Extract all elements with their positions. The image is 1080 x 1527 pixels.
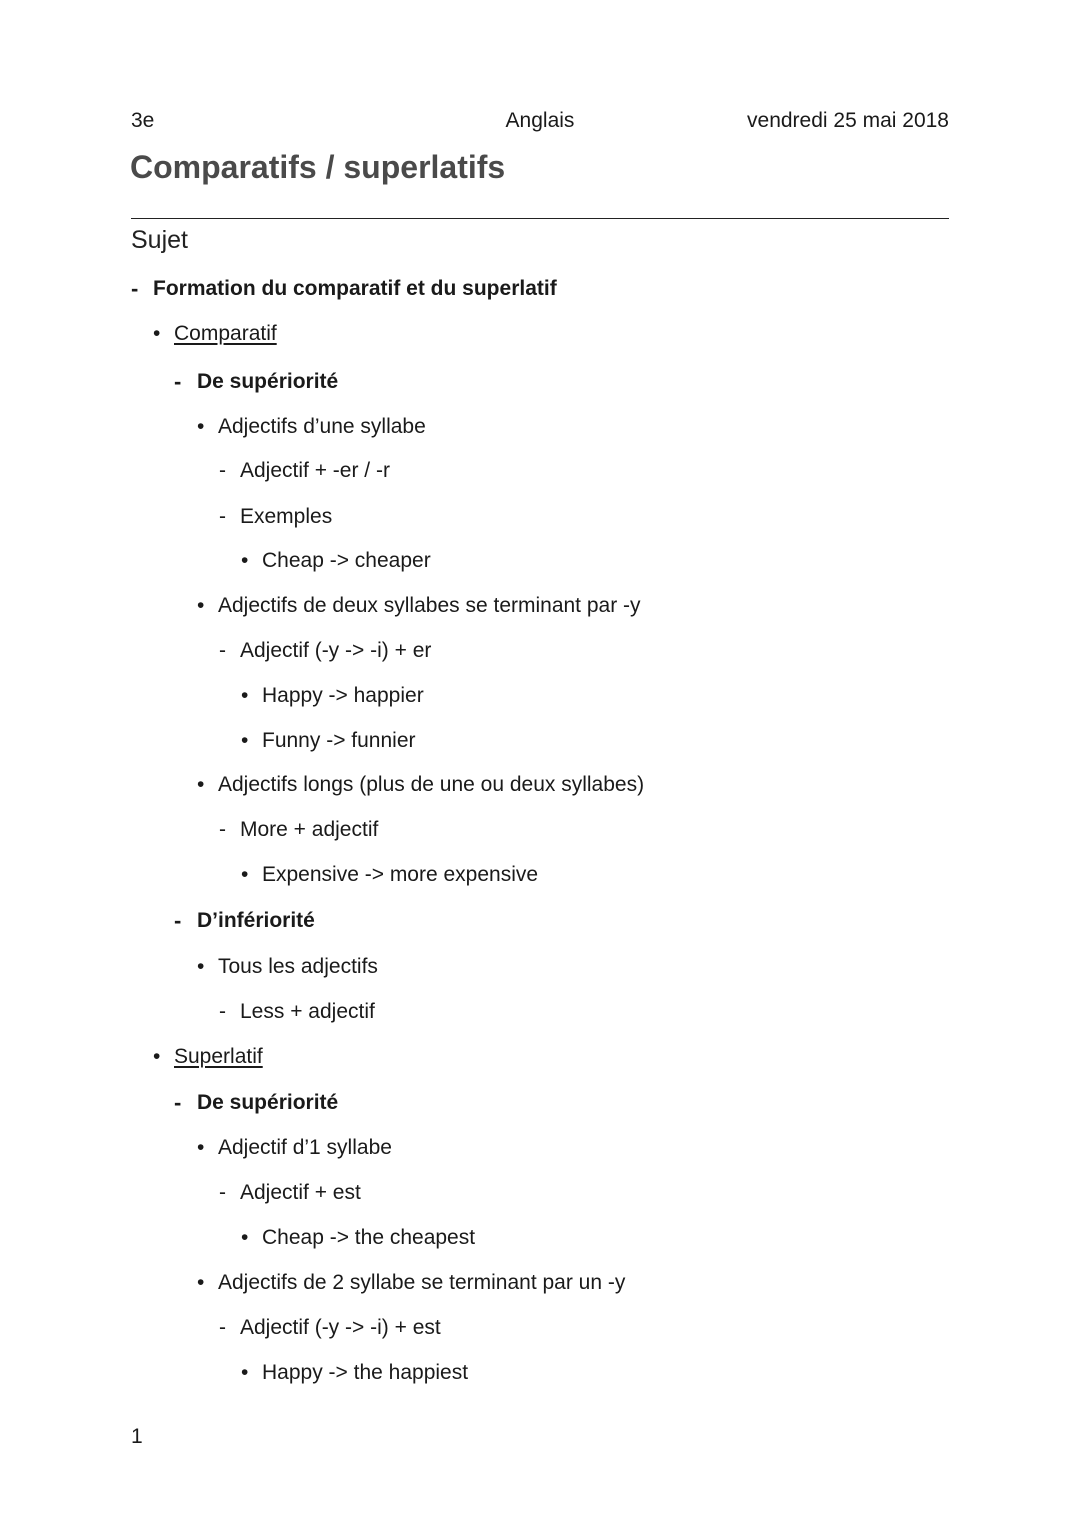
bullet-icon: • <box>241 1226 249 1249</box>
outline-item-text: Adjectif d’1 syllabe <box>218 1136 392 1159</box>
dash-icon: - <box>219 1316 226 1339</box>
outline-item-text: Adjectifs de deux syllabes se terminant par -y <box>218 594 641 617</box>
bullet-icon: • <box>241 863 249 886</box>
header-date: vendredi 25 mai 2018 <box>747 109 949 132</box>
outline-item-text: D’infériorité <box>197 909 315 932</box>
page-number: 1 <box>131 1425 143 1448</box>
dash-icon: - <box>219 639 226 662</box>
outline-item-text: Adjectifs longs (plus de une ou deux syllabes) <box>218 773 645 796</box>
dash-icon: - <box>219 459 226 482</box>
outline-item-text: Exemples <box>240 505 333 528</box>
section-heading: Sujet <box>131 226 188 254</box>
bullet-icon: • <box>197 773 205 796</box>
dash-icon: - <box>174 369 182 394</box>
bullet-icon: • <box>153 322 161 345</box>
outline-item-text: More + adjectif <box>240 818 379 841</box>
bullet-icon: • <box>241 1361 249 1384</box>
bullet-icon: • <box>241 549 249 572</box>
bullet-icon: • <box>197 415 205 438</box>
dash-icon: - <box>174 908 182 933</box>
outline-item-text: Happy -> the happiest <box>262 1361 469 1384</box>
bullet-icon: • <box>197 594 205 617</box>
header-subject: Anglais <box>505 109 575 132</box>
outline-item-text: De supériorité <box>197 1091 339 1114</box>
bullet-icon: • <box>153 1045 161 1068</box>
outline-item-text: Less + adjectif <box>240 1000 375 1023</box>
bullet-icon: • <box>241 684 249 707</box>
outline-item-text: Adjectif (-y -> -i) + est <box>240 1316 441 1339</box>
outline-item-text: Cheap -> cheaper <box>262 549 431 572</box>
outline-item-text: Superlatif <box>174 1045 263 1068</box>
outline-item-text: De supériorité <box>197 370 339 393</box>
outline-item-text: Expensive -> more expensive <box>262 863 539 886</box>
dash-icon: - <box>219 505 226 528</box>
bullet-icon: • <box>197 1136 205 1159</box>
outline-item-text: Adjectifs d’une syllabe <box>218 415 426 438</box>
outline-item-text: Adjectifs de 2 syllabe se terminant par un -y <box>218 1271 626 1294</box>
bullet-icon: • <box>197 1271 205 1294</box>
dash-icon: - <box>131 276 139 301</box>
header-class: 3e <box>131 109 155 132</box>
outline-item-text: Formation du comparatif et du superlatif <box>153 277 557 300</box>
outline-item-text: Funny -> funnier <box>262 729 416 752</box>
bullet-icon: • <box>241 729 249 752</box>
title-divider <box>131 218 949 219</box>
outline-item-text: Adjectif + -er / -r <box>240 459 390 482</box>
outline-item-text: Adjectif (-y -> -i) + er <box>240 639 432 662</box>
outline-item-text: Tous les adjectifs <box>218 955 378 978</box>
bullet-icon: • <box>197 955 205 978</box>
outline-item-text: Comparatif <box>174 322 277 345</box>
page-title: Comparatifs / superlatifs <box>130 149 506 185</box>
dash-icon: - <box>174 1090 182 1115</box>
outline-item-text: Happy -> happier <box>262 684 424 707</box>
outline-item-text: Adjectif + est <box>240 1181 361 1204</box>
dash-icon: - <box>219 818 226 841</box>
dash-icon: - <box>219 1000 226 1023</box>
dash-icon: - <box>219 1181 226 1204</box>
outline-item-text: Cheap -> the cheapest <box>262 1226 476 1249</box>
